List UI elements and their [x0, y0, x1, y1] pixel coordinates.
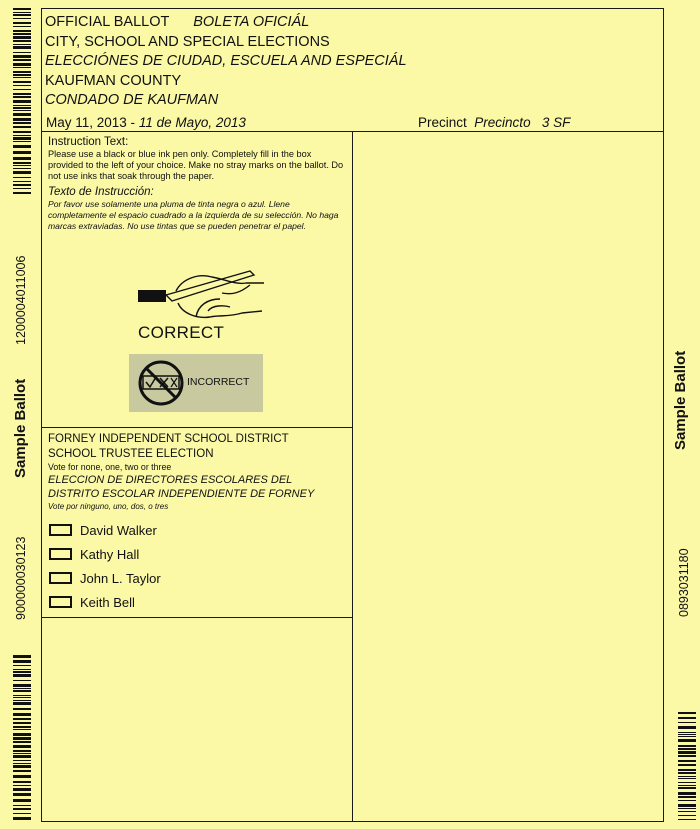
race-title-line-2: SCHOOL TRUSTEE ELECTION: [48, 448, 214, 460]
right-bottom-barcode: [678, 712, 696, 823]
candidate-option[interactable]: [48, 566, 348, 590]
race-separator: [42, 617, 352, 618]
county-name-es: CONDADO DE KAUFMAN: [45, 92, 219, 108]
left-top-barcode: [13, 8, 31, 198]
candidate-name: Kathy Hall: [80, 546, 140, 562]
county-name: KAUFMAN COUNTY: [45, 72, 182, 89]
no-symbol-icon: [133, 354, 189, 412]
candidate-list: [48, 518, 348, 614]
election-date: May 11, 2013 - 11 de Mayo, 2013: [46, 115, 246, 130]
instruction-body: Please use a black or blue ink pen only. Completely fill in the box provided to the left of your choice. Make no stray marks on the ballot. Do not use inks that soak through the paper.: [48, 149, 344, 181]
candidate-checkbox-keith-bell[interactable]: [49, 596, 72, 608]
vote-for-instruction: Vote for none, one, two or three: [48, 462, 172, 472]
election-title-es: ELECCIÓNES DE CIUDAD, ESCUELA AND ESPECIÁL: [45, 53, 407, 69]
header-line-1: [45, 13, 655, 33]
candidate-name: John L. Taylor: [80, 570, 161, 586]
filled-box-icon: [138, 290, 166, 302]
instruction-section: [48, 135, 348, 232]
race-section: [48, 432, 348, 614]
candidate-option[interactable]: [48, 590, 348, 614]
candidate-option[interactable]: [48, 518, 348, 542]
right-serial: 0893031180: [677, 548, 691, 617]
race-title-line-1: FORNEY INDEPENDENT SCHOOL DISTRICT: [48, 433, 289, 445]
ballot-frame: [41, 8, 664, 822]
column-divider: [352, 131, 353, 821]
candidate-name: Keith Bell: [80, 594, 135, 610]
incorrect-mark-panel: [129, 354, 263, 412]
official-ballot-title-es: BOLETA OFICIÁL: [193, 14, 310, 30]
vote-for-instruction-es: Vote por ninguno, uno, dos, o tres: [48, 502, 169, 511]
precinct: Precinct Precincto 3 SF: [418, 115, 571, 130]
candidate-checkbox-kathy-hall[interactable]: [49, 548, 72, 560]
instruction-separator: [42, 427, 352, 428]
precinct-number: 3 SF: [541, 115, 571, 130]
right-sample-ballot-label: Sample Ballot: [672, 350, 689, 450]
left-sample-ballot-label: Sample Ballot: [12, 378, 29, 478]
left-serial-bottom: 900000030123: [14, 536, 28, 620]
correct-label: CORRECT: [138, 323, 225, 342]
race-title-es-line-2: DISTRITO ESCOLAR INDEPENDIENTE DE FORNEY: [48, 488, 315, 500]
instruction-title-es: Texto de Instrucción:: [48, 186, 154, 198]
left-serial-top: 1200004011006: [14, 255, 28, 345]
election-title: CITY, SCHOOL AND SPECIAL ELECTIONS: [45, 33, 330, 50]
ballot-header: [45, 13, 655, 111]
hand-pen-icon: [166, 271, 264, 317]
official-ballot-title: OFFICIAL BALLOT: [45, 14, 170, 30]
candidate-checkbox-john-l-taylor[interactable]: [49, 572, 72, 584]
candidate-checkbox-david-walker[interactable]: [49, 524, 72, 536]
candidate-name: David Walker: [80, 522, 157, 538]
candidate-option[interactable]: [48, 542, 348, 566]
left-bottom-barcode: [13, 655, 31, 823]
incorrect-label: INCORRECT: [187, 376, 250, 388]
instruction-title: Instruction Text:: [48, 136, 129, 148]
date-precinct-line: [42, 113, 663, 132]
race-title-es-line-1: ELECCION DE DIRECTORES ESCOLARES DEL: [48, 474, 293, 486]
instruction-body-es: Por favor use solamente una pluma de tinta negra o azul. Llene completamente el espacio cuadrado a la izquierda de su selección. No haga marcas extraviadas. No use tintas que se pueden penetrar el papel.: [48, 199, 339, 231]
